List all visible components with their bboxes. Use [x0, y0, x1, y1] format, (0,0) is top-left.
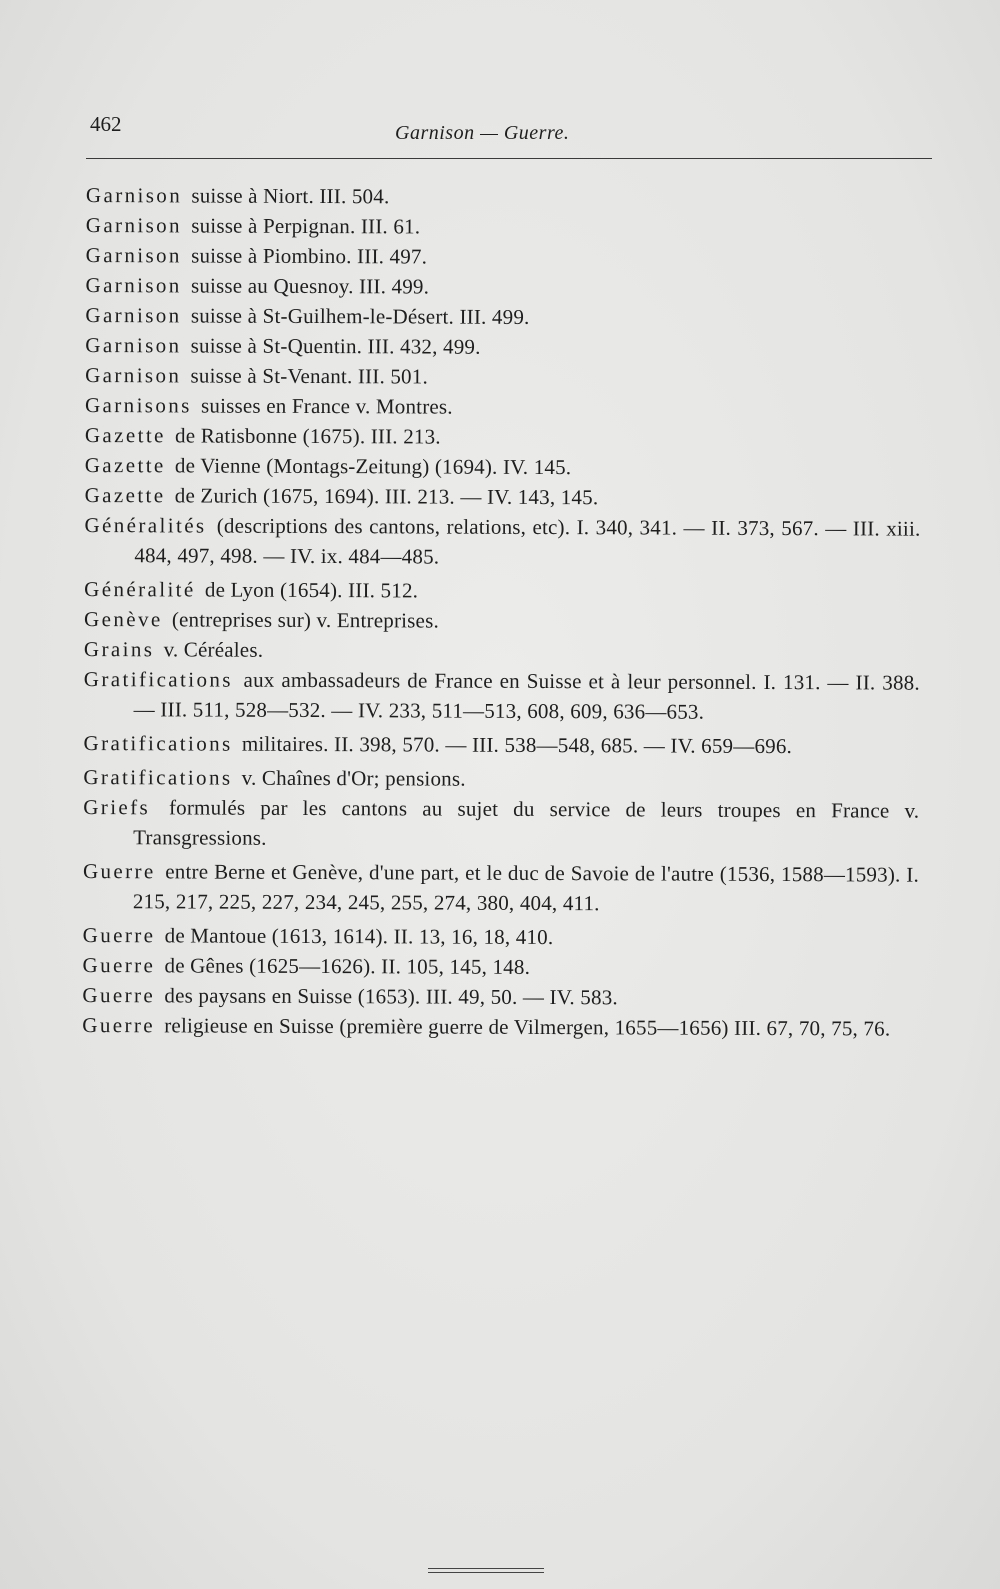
entry-text: suisse à St-Quentin. III. 432, 499. — [190, 333, 481, 359]
entry-keyword: Garnison — [85, 332, 182, 358]
entry-keyword: Garnisons — [84, 392, 192, 418]
entry-text: de Zurich (1675, 1694). III. 213. — IV. 143, 145. — [174, 483, 599, 510]
index-entry — [86, 240, 922, 274]
entry-keyword: Généralités — [84, 512, 207, 538]
entry-text: suisse à Niort. III. 504. — [191, 183, 390, 209]
entry-keyword: Gazette — [84, 422, 166, 448]
entry-text: de Lyon (1654). III. 512. — [204, 577, 419, 603]
index-entry — [84, 510, 920, 574]
index-entry — [82, 980, 918, 1014]
entry-text: v. Céréales. — [163, 637, 264, 662]
entry-keyword: Gratifications — [83, 666, 233, 692]
entry-text: de Ratisbonne (1675). III. 213. — [175, 423, 441, 449]
entry-keyword: Gratifications — [83, 730, 233, 756]
index-entry — [83, 856, 919, 920]
entry-keyword: Guerre — [82, 922, 156, 948]
entry-text: de Mantoue (1613, 1614). II. 13, 16, 18, 410. — [164, 923, 554, 950]
index-entry — [85, 270, 921, 304]
entry-text: de Gênes (1625—1626). II. 105, 145, 148. — [164, 953, 531, 979]
entry-keyword: Gazette — [84, 482, 166, 508]
index-entry — [84, 634, 920, 668]
entry-keyword: Guerre — [82, 982, 156, 1008]
index-entry — [84, 664, 920, 728]
entry-text: (entreprises sur) v. Entreprises. — [171, 607, 439, 633]
entry-text: v. Chaînes d'Or; pensions. — [241, 765, 466, 791]
running-title: Garnison — Guerre. — [395, 122, 570, 144]
entry-text: (descriptions des cantons, relations, etc). I. 340, 341. — II. 373, 567. — III. xiii. 484, 497, 498. — IV. ix. 484—485. — [134, 513, 921, 569]
entry-keyword: Garnison — [85, 242, 182, 268]
entry-text: suisse à St-Venant. III. 501. — [190, 363, 428, 389]
page-header — [90, 112, 930, 152]
entry-text: formulés par les cantons au sujet du service de leurs troupes en France v. Transgressions. — [133, 795, 920, 850]
index-entry — [85, 450, 921, 484]
header-rule — [86, 158, 932, 159]
index-entry — [82, 1010, 918, 1044]
entry-text: des paysans en Suisse (1653). III. 49, 50. — IV. 583. — [164, 983, 618, 1010]
entry-keyword: Guerre — [82, 1012, 156, 1038]
index-entry — [85, 390, 921, 424]
end-of-section-rule — [428, 1568, 544, 1576]
entry-keyword: Généralité — [84, 576, 196, 602]
index-entry — [83, 728, 919, 762]
entry-keyword: Gazette — [84, 452, 166, 478]
index-entry — [85, 480, 921, 514]
index-entry — [85, 330, 921, 364]
entry-keyword: Genève — [84, 606, 163, 632]
entry-keyword: Guerre — [82, 858, 156, 884]
entry-keyword: Garnison — [85, 182, 183, 208]
entry-keyword: Griefs — [83, 794, 151, 820]
entry-text: suisses en France v. Montres. — [200, 393, 453, 419]
index-entry — [83, 950, 919, 984]
entry-keyword: Garnison — [85, 302, 182, 328]
entry-text: religieuse en Suisse (première guerre de Vilmergen, 1655—1656) III. 67, 70, 75, 76. — [164, 1013, 891, 1041]
entry-text: suisse à Perpignan. III. 61. — [191, 213, 421, 239]
entry-text: militaires. II. 398, 570. — III. 538—548, 685. — IV. 659—696. — [241, 731, 793, 759]
entry-text: de Vienne (Montags-Zeitung) (1694). IV. 145. — [174, 453, 572, 480]
entry-keyword: Garnison — [85, 272, 182, 298]
entry-keyword: Guerre — [82, 952, 156, 978]
index-entry — [83, 792, 919, 856]
index-entry — [86, 210, 922, 244]
index-entry — [83, 920, 919, 954]
entry-text: aux ambassadeurs de France en Suisse et à leur personnel. I. 131. — II. 388. — III. 511, 528—532. — IV. 233, 511—513, 608, 609, 636—653. — [133, 667, 920, 724]
index-entry — [85, 300, 921, 334]
index-entry — [85, 420, 921, 454]
entry-keyword: Garnison — [85, 212, 183, 238]
entry-keyword: Gratifications — [83, 764, 233, 790]
index-entry — [85, 360, 921, 394]
entry-text: entre Berne et Genève, d'une part, et le duc de Savoie de l'autre (1536, 1588—1593). I. 215, 217, 225, 227, 234, 245, 255, 274, 380, 404, 411. — [132, 859, 920, 916]
entry-text: suisse à St-Guilhem-le-Désert. III. 499. — [190, 303, 530, 329]
entry-keyword: Garnison — [85, 362, 182, 388]
index-entry — [84, 604, 920, 638]
entry-text: suisse au Quesnoy. III. 499. — [190, 273, 430, 299]
index-entry — [86, 180, 922, 214]
index-entry — [83, 762, 919, 796]
entry-text: suisse à Piombino. III. 497. — [191, 243, 428, 269]
page-number: 462 — [90, 112, 122, 136]
entry-keyword: Grains — [83, 636, 155, 662]
index-entries — [82, 180, 922, 1048]
index-entry — [84, 574, 920, 608]
